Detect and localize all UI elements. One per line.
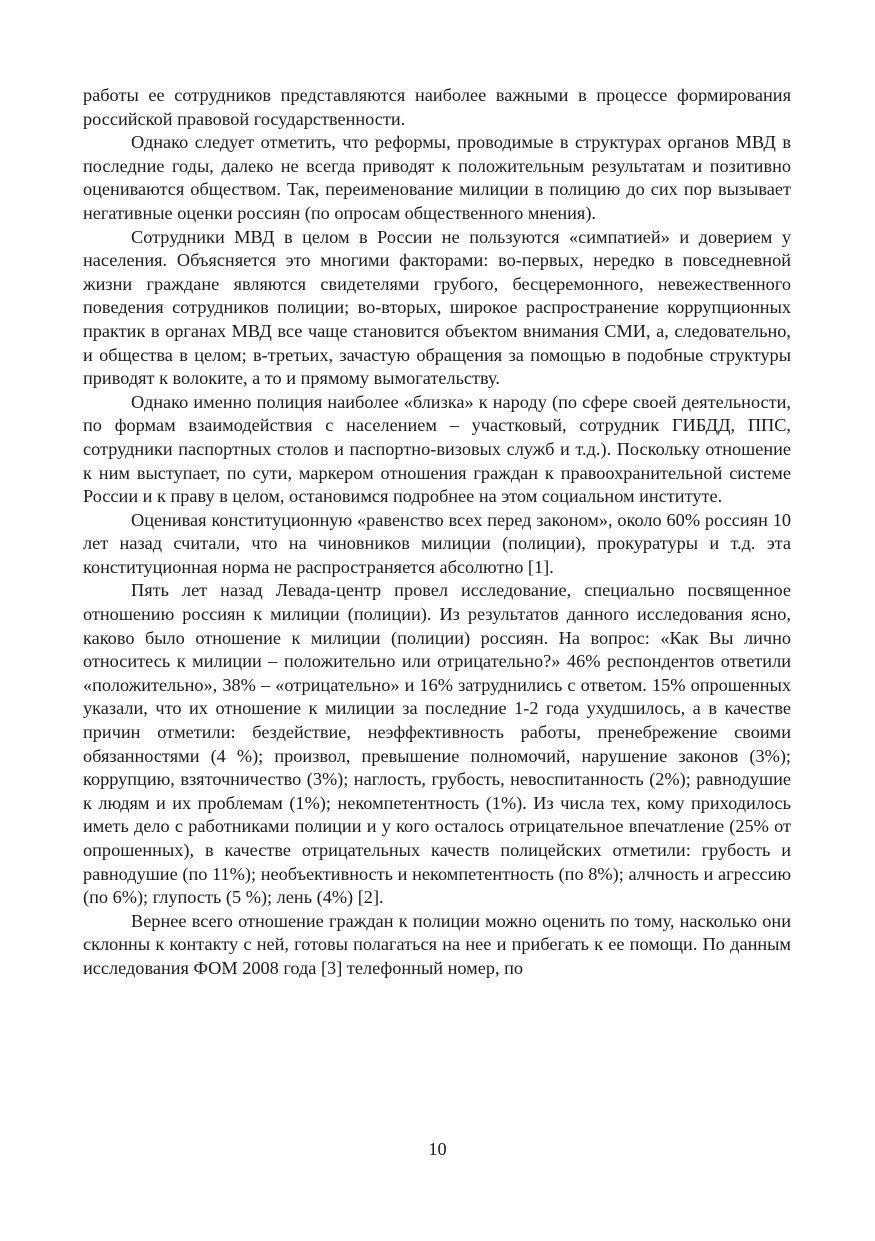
paragraph-constitution: Оценивая конституционную «равенство всех перед законом», около 60% россиян 10 лет назад считали, что на чиновников милиции (полиции), прокуратуры и т.д. эта конституционная норма не распространяется абсолютно [1]. [83,509,791,577]
paragraph-trust: Сотрудники МВД в целом в России не пользуются «симпатией» и доверием у населения. Объясняется это многими факторами: во-первых, нередко в повседневной жизни граждане являются свидетелями грубого, бесцеремонного, невежественного поведения сотрудников полиции; во-вторых, широкое распространение коррупционных практик в органах МВД все чаще становится объектом внимания СМИ, а, следовательно, и общества в целом; в-третьих, зачастую обращения за помощью в подобные структуры приводят к волоките, а то и прямому вымогательству. [83,226,791,389]
paragraph-continued: работы ее сотрудников представляются наиболее важными в процессе формирования российской правовой государственности. [83,85,791,129]
paragraph-proximity: Однако именно полиция наиболее «близка» к народу (по сфере своей деятельности, по формам взаимодействия с населением – участковый, сотрудник ГИБДД, ППС, сотрудники паспортных столов и паспортно-визовых служб и т.д.). Поскольку отношение к ним выступает, по сути, маркером отношения граждан к правоохранительной системе России и к праву в целом, остановимся подробнее на этом социальном институте. [83,391,791,507]
paragraph-fom-survey: Вернее всего отношение граждан к полиции можно оценить по тому, насколько они склонны к контакту с ней, готовы полагаться на нее и прибегать к ее помощи. По данным исследования ФОМ 2008 года [3] телефонный номер, по [83,910,791,978]
page-number: 10 [428,1139,447,1159]
body-text [83,84,791,981]
paragraph-reforms: Однако следует отметить, что реформы, проводимые в структурах органов МВД в последние годы, далеко не всегда приводят к положительным результатам и позитивно оцениваются обществом. Так, переименование милиции в полицию до сих пор вызывает негативные оценки россиян (по опросам общественного мнения). [83,132,791,223]
paragraph-levada-survey: Пять лет назад Левада-центр провел исследование, специально посвященное отношению россиян к милиции (полиции). Из результатов данного исследования ясно, каково было отношение к милиции (полиции) россиян. На вопрос: «Как Вы лично относитесь к милиции – положительно или отрицательно?» 46% респондентов ответили «положительно», 38% – «отрицательно» и 16% затруднились с ответом. 15% опрошенных указали, что их отношение к милиции за последние 1-2 года ухудшилось, а в качестве причин отметили: бездействие, неэффективность работы, пренебрежение своими обязанностями (4 %); произвол, превышение полномочий, нарушение законов (3%); коррупцию, взяточничество (3%); наглость, грубость, невоспитанность (2%); равнодушие к людям и их проблемам (1%); некомпетентность (1%). Из числа тех, кому приходилось иметь дело с работниками полиции и у кого осталось отрицательное впечатление (25% от опрошенных), в качестве отрицательных качеств полицейских отметили: грубость и равнодушие (по 11%); необъективность и некомпетентность (по 8%); алчность и агрессию (по 6%); глупость (5 %); лень (4%) [2]. [83,580,791,908]
